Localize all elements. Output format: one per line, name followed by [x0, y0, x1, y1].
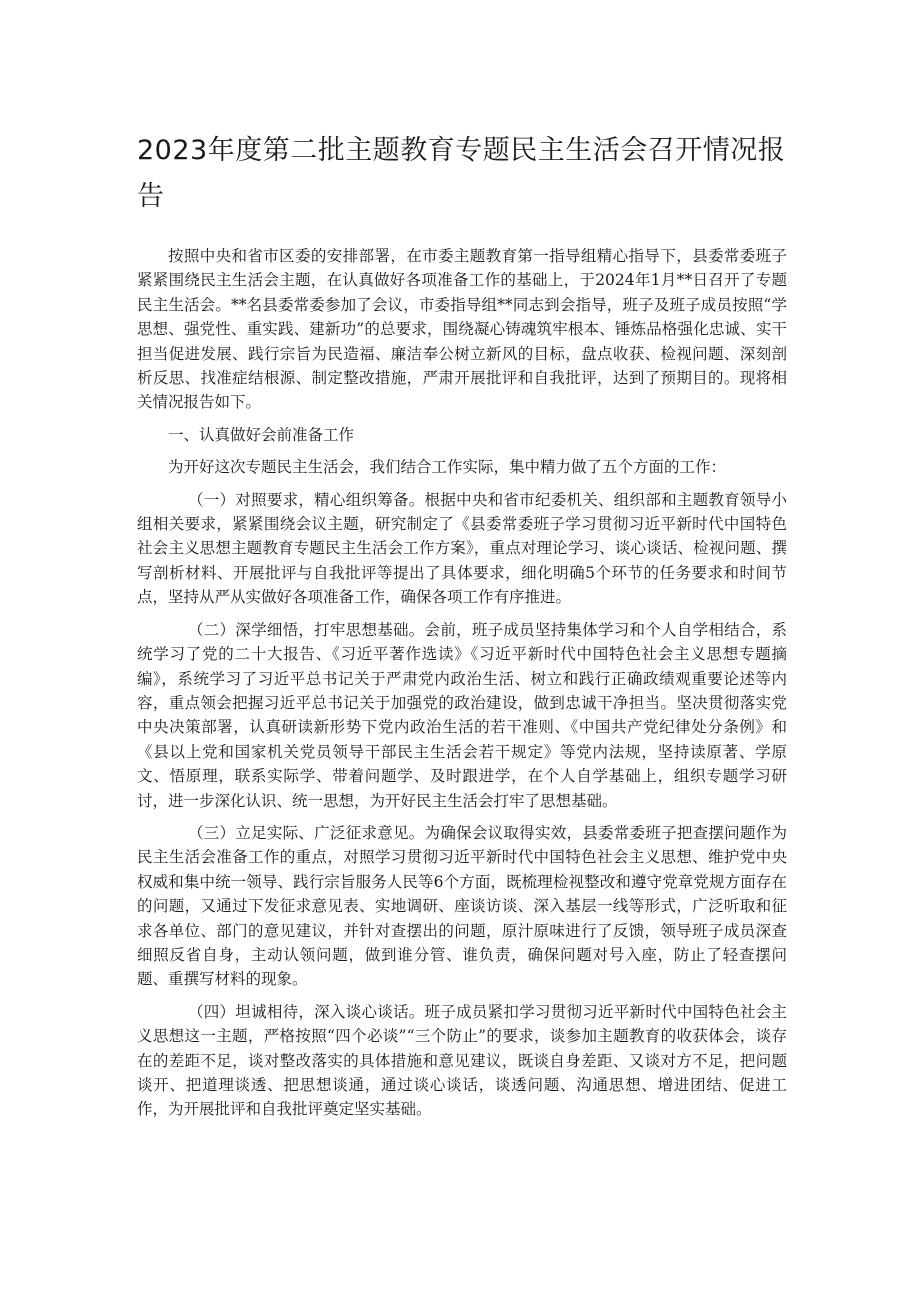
document-title: 2023年度第二批主题教育专题民主生活会召开情况报告	[137, 135, 786, 212]
item-paragraph-1: （一）对照要求，精心组织筹备。根据中央和省市纪委机关、组织部和主题教育领导小组相关要求，紧紧围绕会议主题，研究制定了《县委常委班子学习贯彻习近平新时代中国特色社会主义思想主题教育专题民主生活会工作方案》，重点对理论学习、谈心谈话、检视问题、撰写剖析材料、开展批评与自我批评等提出了具体要求，细化明确5个环节的任务要求和时间节点，坚持从严从实做好各项准备工作，确保各项工作有序推进。	[137, 490, 787, 607]
section-heading-1: 一、认真做好会前准备工作	[168, 425, 355, 444]
item-paragraph-4: （四）坦诚相待，深入谈心谈话。班子成员紧扣学习贯彻习近平新时代中国特色社会主义思想这一主题，严格按照“四个必谈”“三个防止”的要求，谈参加主题教育的收获体会，谈存在的差距不足，谈对整改落实的具体措施和意见建议，既谈自身差距、又谈对方不足，把问题谈开、把道理谈透、把思想谈通，通过谈心谈话，谈透问题、沟通思想、增进团结、促进工作，为开展批评和自我批评奠定坚实基础。	[137, 1002, 787, 1119]
intro-paragraph: 按照中央和省市区委的安排部署，在市委主题教育第一指导组精心指导下，县委常委班子紧紧围绕民主生活会主题，在认真做好各项准备工作的基础上，于2024年1月**日召开了专题民主生活会。**名县委常委参加了会议，市委指导组**同志到会指导，班子及班子成员按照“学思想、强党性、重实践、建新功”的总要求，围绕凝心铸魂筑牢根本、锤炼品格强化忠诚、实干担当促进发展、践行宗旨为民造福、廉洁奉公树立新风的目标，盘点收获、检视问题、深刻剖析反思、找准症结根源、制定整改措施，严肃开展批评和自我批评，达到了预期目的。现将相关情况报告如下。	[137, 247, 787, 412]
section-intro-paragraph: 为开好这次专题民主生活会，我们结合工作实际，集中精力做了五个方面的工作：	[168, 458, 727, 477]
document-page	[137, 128, 787, 1130]
item-paragraph-3: （三）立足实际、广泛征求意见。为确保会议取得实效，县委常委班子把查摆问题作为民主生活会准备工作的重点，对照学习贯彻习近平新时代中国特色社会主义思想、维护党中央权威和集中统一领导、践行宗旨服务人民等6个方面，既梳理检视整改和遵守党章党规方面存在的问题，又通过下发征求意见表、实地调研、座谈访谈、深入基层一线等形式，广泛听取和征求各单位、部门的意见建议，并针对查摆出的问题，原汁原味进行了反馈，领导班子成员深查细照反省自身，主动认领问题，做到谁分管、谁负责，确保问题对号入座，防止了轻查摆问题、重撰写材料的现象。	[137, 823, 787, 989]
item-paragraph-2: （二）深学细悟，打牢思想基础。会前，班子成员坚持集体学习和个人自学相结合，系统学习了党的二十大报告、《习近平著作选读》《习近平新时代中国特色社会主义思想专题摘编》，系统学习了习近平总书记关于严肃党内政治生活、树立和践行正确政绩观重要论述等内容，重点领会把握习近平总书记关于加强党的政治建设，做到忠诚干净担当。坚决贯彻落实党中央决策部署，认真研读新形势下党内政治生活的若干准则、《中国共产党纪律处分条例》和《县以上党和国家机关党员领导干部民主生活会若干规定》等党内法规，坚持读原著、学原文、悟原理，联系实际学、带着问题学、及时跟进学，在个人自学基础上，组织专题学习研讨，进一步深化认识、统一思想，为开好民主生活会打牢了思想基础。	[137, 620, 787, 810]
